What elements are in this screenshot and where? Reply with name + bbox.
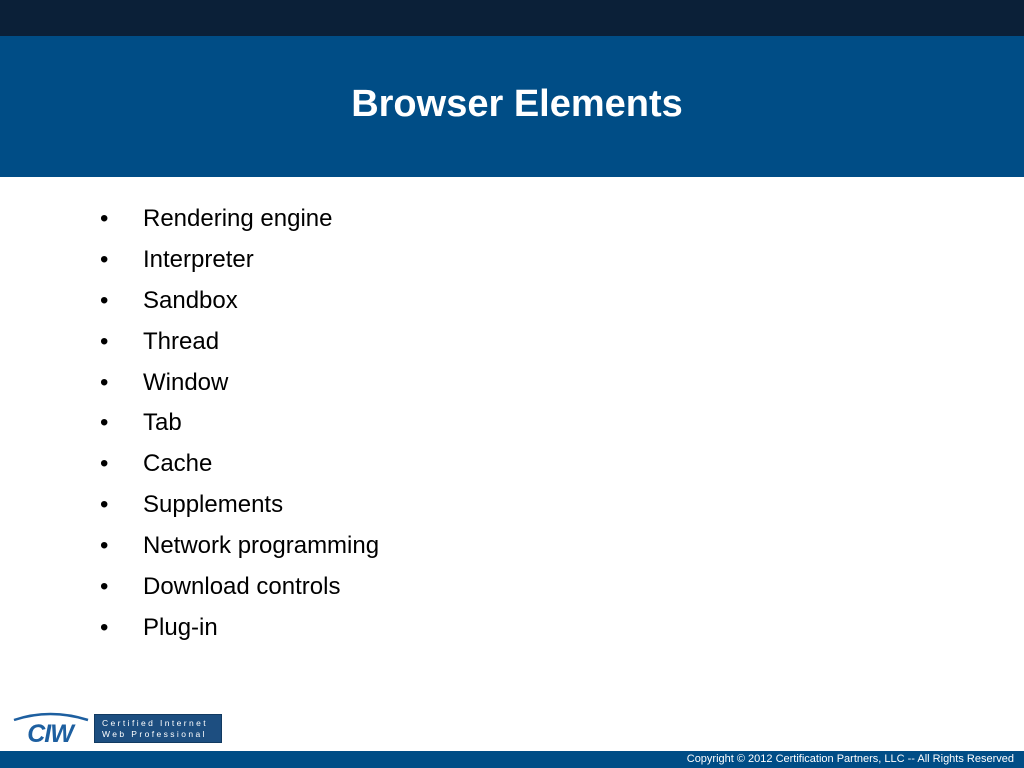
slide-title: Browser Elements bbox=[351, 83, 683, 125]
bullet-icon: • bbox=[100, 368, 109, 396]
bullet-text: Download controls bbox=[143, 573, 341, 601]
bullet-text: Rendering engine bbox=[143, 205, 333, 232]
bullet-icon: • bbox=[100, 450, 109, 478]
bullet-icon: • bbox=[100, 573, 109, 601]
bullet-text: Interpreter bbox=[143, 245, 254, 273]
ciw-logo bbox=[8, 712, 222, 746]
bullet-text: Network programming bbox=[143, 532, 380, 560]
bullet-text: Supplements bbox=[143, 491, 284, 519]
ciw-logo-mark bbox=[8, 712, 92, 746]
footer-bar bbox=[0, 751, 1024, 768]
ciw-logo-box bbox=[94, 714, 222, 743]
logo-line-1: Certified Internet bbox=[102, 718, 209, 728]
bullet-icon: • bbox=[100, 532, 109, 560]
top-strip bbox=[0, 0, 1024, 36]
bullet-text: Window bbox=[143, 368, 229, 396]
bullet-text: Plug-in bbox=[143, 613, 218, 641]
bullet-icon: • bbox=[100, 245, 109, 273]
bullet-icon: • bbox=[100, 327, 109, 355]
copyright-text: Copyright © 2012 Certification Partners, LLC -- All Rights Reserved bbox=[686, 753, 1014, 765]
svg-text:CIW: CIW bbox=[27, 720, 73, 746]
bullet-icon: • bbox=[100, 286, 109, 314]
bullet-text: Tab bbox=[143, 409, 182, 437]
bullet-icon: • bbox=[100, 491, 109, 519]
bullet-text: Thread bbox=[143, 327, 220, 355]
logo-line-2: Web Professional bbox=[102, 729, 207, 739]
bullet-icon: • bbox=[100, 409, 109, 437]
bullet-text: Cache bbox=[143, 450, 213, 478]
bullet-text: Sandbox bbox=[143, 286, 238, 314]
bullet-icon: • bbox=[100, 613, 109, 641]
bullet-icon: • bbox=[100, 205, 109, 232]
